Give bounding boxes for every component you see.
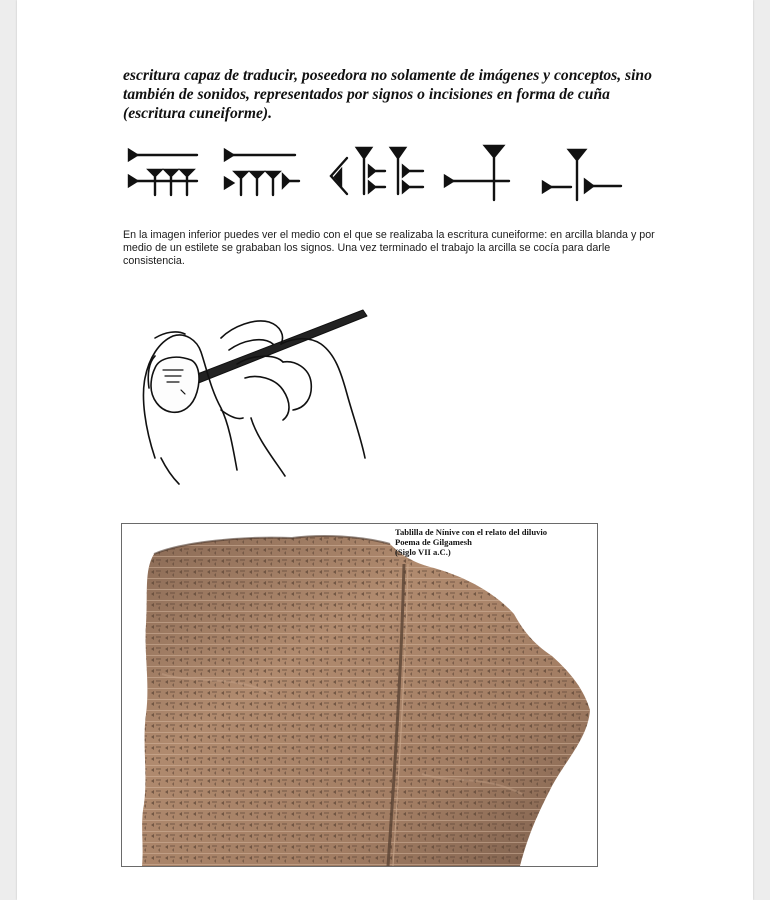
tablet-caption — [395, 527, 598, 557]
cuneiform-word-2 — [225, 150, 299, 195]
cuneiform-word-5 — [543, 150, 621, 200]
cuneiform-word-4 — [445, 146, 509, 200]
document-page — [17, 0, 753, 900]
tablet-caption-line-3: (Siglo VII a.C.) — [395, 547, 451, 557]
clay-tablet-photo — [122, 524, 597, 866]
caption-paragraph: En la imagen inferior puedes ver el medio con el que se realizaba la escritura cuneiforme: en arcilla blanda y por medio de un estilete se grababan los signos. Una vez terminado el trabajo la arcilla se cocía para darle consistencia. — [123, 229, 655, 267]
tablet-caption-line-2: Poema de Gilgamesh — [395, 537, 472, 547]
tablet-caption-line-1: Tablilla de Nínive con el relato del diluvio — [395, 527, 548, 537]
cuneiform-signs-illustration — [123, 140, 643, 205]
intro-paragraph: escritura capaz de traducir, poseedora no solamente de imágenes y conceptos, sino también de sonidos, representados por signos o incisiones en forma de cuña (escritura cuneiforme). — [123, 67, 652, 122]
cuneiform-word-3 — [331, 148, 423, 194]
cuneiform-word-1 — [129, 150, 197, 195]
gilgamesh-tablet-figure — [121, 523, 598, 867]
hands-stylus-illustration — [125, 298, 375, 488]
